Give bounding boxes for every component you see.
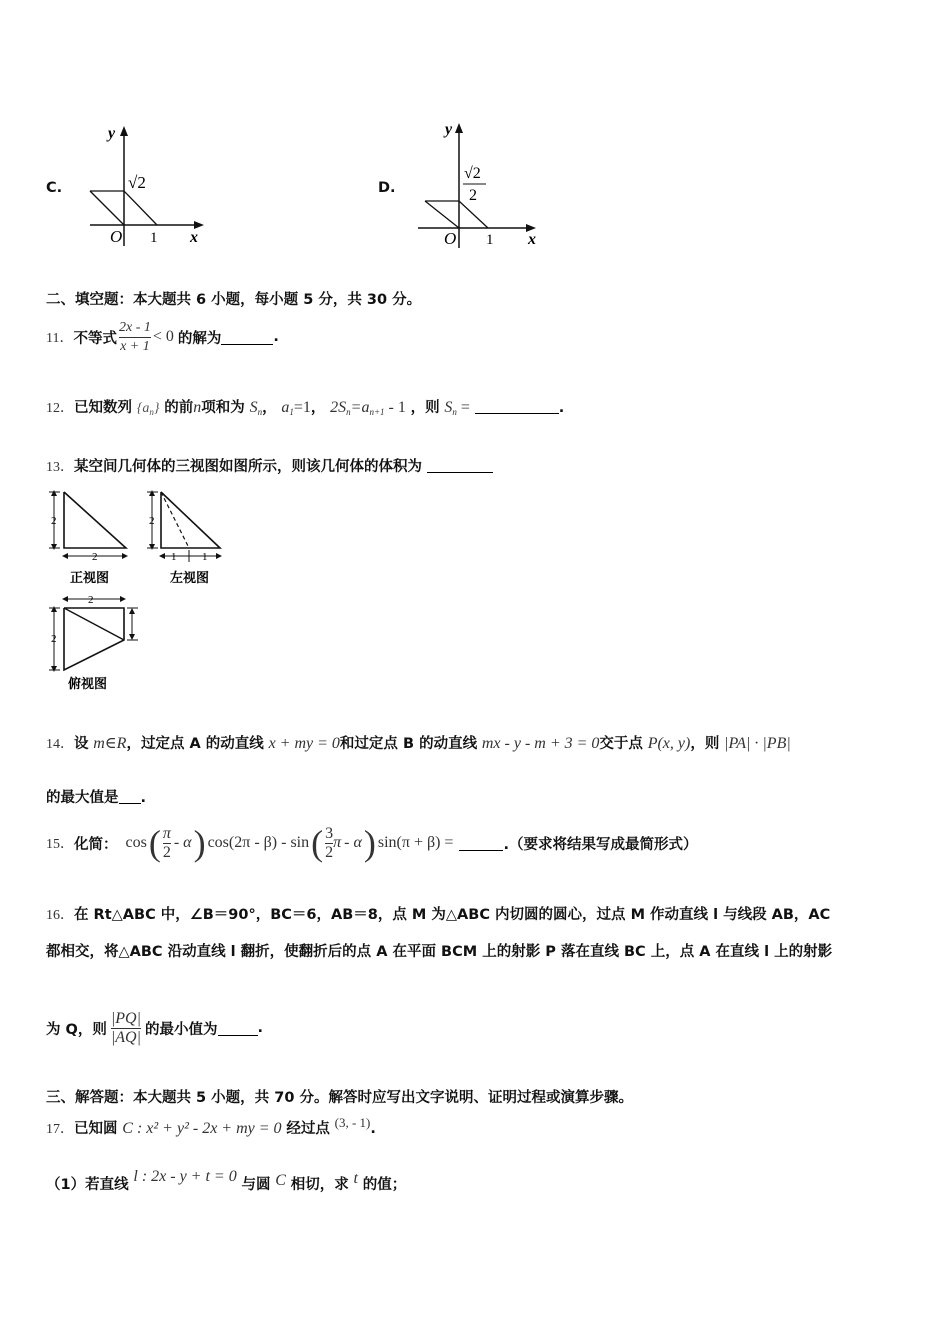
q17-part1: （1）若直线 l : 2x - y + t = 0 与圆 C 相切，求 t 的值； <box>46 1168 407 1193</box>
q14-line2: 的最大值是 . <box>46 790 147 806</box>
y-mark-num: √2 <box>464 165 481 182</box>
q15: 15． 化简： cos ( $\frac{\pi}{2}$ - α ) cos(2π - β) - sin ( $\frac{3}{2}$ π - α ) sin(π + β) = .（要求将结果写成最简形式） <box>46 823 698 863</box>
x-mark: 1 <box>150 230 158 246</box>
q11: 11． 不等式 $\frac{2x - 1}{x + 1}$ < 0 的解为 . <box>46 319 279 354</box>
y-axis-label: y <box>108 125 116 142</box>
x-axis-label: x <box>528 231 536 248</box>
top-view <box>49 594 138 691</box>
y-axis-label: y <box>445 121 453 138</box>
q16-frac-num: |PQ| <box>110 1009 141 1027</box>
q16-line3: 为 Q，则 $\frac{|PQ|}{|AQ|}$ 的最小值为 . <box>46 1009 264 1046</box>
x-axis-label: x <box>190 229 198 246</box>
origin-label: O <box>444 229 457 248</box>
q11-frac-num: 2x - 1 <box>118 319 151 335</box>
y-mark-den: 2 <box>469 187 477 204</box>
svg-text:1: 1 <box>171 551 177 563</box>
svg-text:2: 2 <box>92 551 98 563</box>
front-view <box>49 490 128 585</box>
q14-answer-blank[interactable] <box>119 789 141 804</box>
graph-d <box>412 114 552 254</box>
graph-c <box>80 118 220 253</box>
q17: 17．已知圆 C : x² + y² - 2x + my = 0 经过点 (3, - 1). <box>46 1115 376 1137</box>
q15-answer-blank[interactable] <box>459 836 503 851</box>
svg-text:2: 2 <box>88 594 94 606</box>
section3-heading: 三、解答题：本大题共 5 小题，共 70 分。解答时应写出文字说明、证明过程或演算步骤。 <box>46 1090 633 1106</box>
q16-answer-blank[interactable] <box>218 1021 258 1036</box>
three-views-figure <box>44 484 244 696</box>
svg-text:2: 2 <box>51 633 57 645</box>
q13: 13．某空间几何体的三视图如图所示，则该几何体的体积为 <box>46 455 493 476</box>
option-d-label: D. <box>378 180 396 196</box>
q13-answer-blank[interactable] <box>427 458 493 473</box>
svg-text:俯视图: 俯视图 <box>68 676 108 691</box>
origin-label: O <box>110 227 123 246</box>
svg-text:1: 1 <box>202 551 208 563</box>
svg-text:正视图: 正视图 <box>70 570 110 585</box>
q16-frac-den: |AQ| <box>110 1028 141 1046</box>
x-mark: 1 <box>486 232 494 248</box>
y-mark: √2 <box>128 173 146 192</box>
q11-answer-blank[interactable] <box>221 330 273 345</box>
graph-d-curve <box>425 201 488 228</box>
q11-frac-den: x + 1 <box>120 338 150 354</box>
svg-text:2: 2 <box>149 515 155 527</box>
option-c-label: C. <box>46 180 63 196</box>
q16: 16．在 Rt△ABC 中，∠B＝90°，BC＝6，AB＝8，点 M 为△ABC 内切圆的圆心，过点 M 作动直线 l 与线段 AB，AC <box>46 907 831 923</box>
q12-answer-blank[interactable] <box>475 399 559 414</box>
svg-text:左视图: 左视图 <box>170 570 210 585</box>
side-view <box>147 490 222 585</box>
q12: 12．已知数列 $\{a_n\}$ 的前n项和为 $S_n$， $a_1=1$， $2S_n=a_{n+1} - 1$ ，则 $S_n$ = . <box>46 399 565 417</box>
q16-line2: 都相交，将△ABC 沿动直线 l 翻折，使翻折后的点 A 在平面 BCM 上的射影 P 落在直线 BC 上，点 A 在直线 l 上的射影 <box>46 944 833 960</box>
q14: 14．设 m∈R，过定点 A 的动直线 x + my = 0和过定点 B 的动直线 mx - y - m + 3 = 0交于点 P(x, y)，则 |PA| · |PB| <box>46 735 791 752</box>
svg-text:2: 2 <box>51 515 57 527</box>
section2-heading: 二、填空题：本大题共 6 小题，每小题 5 分，共 30 分。 <box>46 292 422 308</box>
